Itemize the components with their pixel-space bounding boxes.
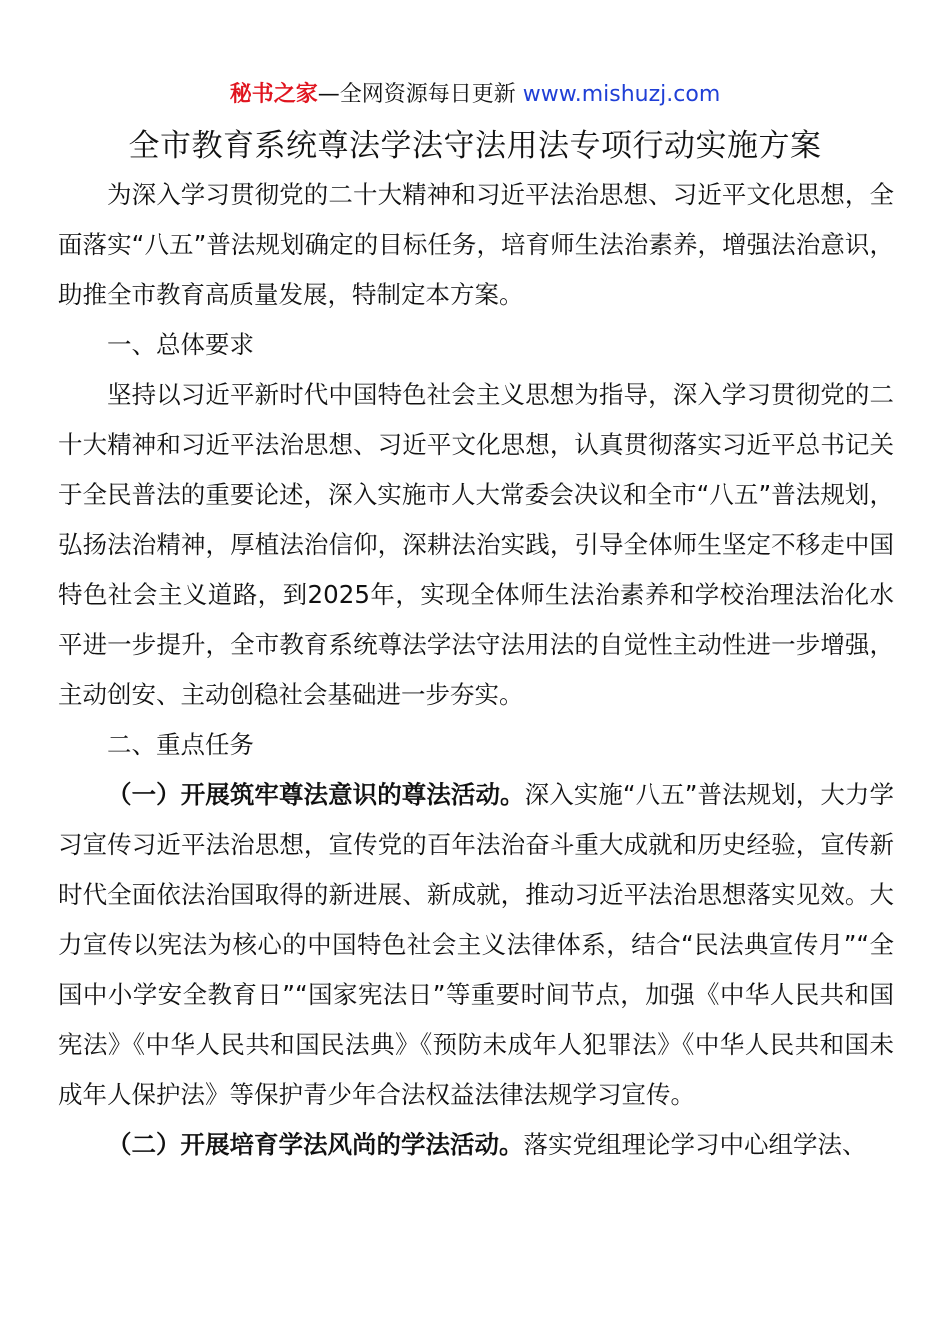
document-body: [58, 170, 894, 1170]
task-1-body: 深入实施“八五”普法规划，大力学习宣传习近平法治思想，宣传党的百年法治奋斗重大成就和历史经验，宣传新时代全面依法治国取得的新进展、新成就，推动习近平法治思想落实见效。大力宣传以宪法为核心的中国特色社会主义法律体系，结合“民法典宣传月”“全国中小学安全教育日”“国家宪法日”等重要时间节点，加强《中华人民共和国宪法》《中华人民共和国民法典》《预防未成年人犯罪法》《中华人民共和国未成年人保护法》等保护青少年合法权益法律法规学习宣传。: [58, 780, 894, 1109]
section-heading-overall: 一、总体要求: [107, 330, 254, 359]
task-2-paragraph: [58, 1120, 894, 1170]
task-1-lead: （一）开展筑牢尊法意识的尊法活动。: [107, 780, 525, 809]
banner-brand: 秘书之家: [229, 82, 318, 107]
document-title: 全市教育系统尊法学法守法用法专项行动实施方案: [128, 128, 822, 164]
task-1-paragraph: [58, 770, 894, 1120]
banner-tagline: —全网资源每日更新: [317, 82, 523, 107]
task-2-body: 落实党组理论学习中心组学法、: [523, 1130, 867, 1159]
banner-url[interactable]: www.mishuzj.com: [522, 82, 721, 107]
task-2-lead: （二）开展培育学法风尚的学法活动。: [107, 1130, 524, 1159]
overall-requirements-paragraph: 坚持以习近平新时代中国特色社会主义思想为指导，深入学习贯彻党的二十大精神和习近平法治思想、习近平文化思想，认真贯彻落实习近平总书记关于全民普法的重要论述，深入实施市人大常委会决议和全市“八五”普法规划，弘扬法治精神，厚植法治信仰，深耕法治实践，引导全体师生坚定不移走中国特色社会主义道路，到2025年，实现全体师生法治素养和学校治理法治化水平进一步提升，全市教育系统尊法学法守法用法的自觉性主动性进一步增强，主动创安、主动创稳社会基础进一步夯实。: [58, 380, 894, 709]
section-heading-key-tasks: 二、重点任务: [107, 730, 254, 759]
site-banner: [0, 80, 950, 110]
intro-paragraph: 为深入学习贯彻党的二十大精神和习近平法治思想、习近平文化思想，全面落实“八五”普法规划确定的目标任务，培育师生法治素养，增强法治意识，助推全市教育高质量发展，特制定本方案。: [58, 180, 894, 309]
